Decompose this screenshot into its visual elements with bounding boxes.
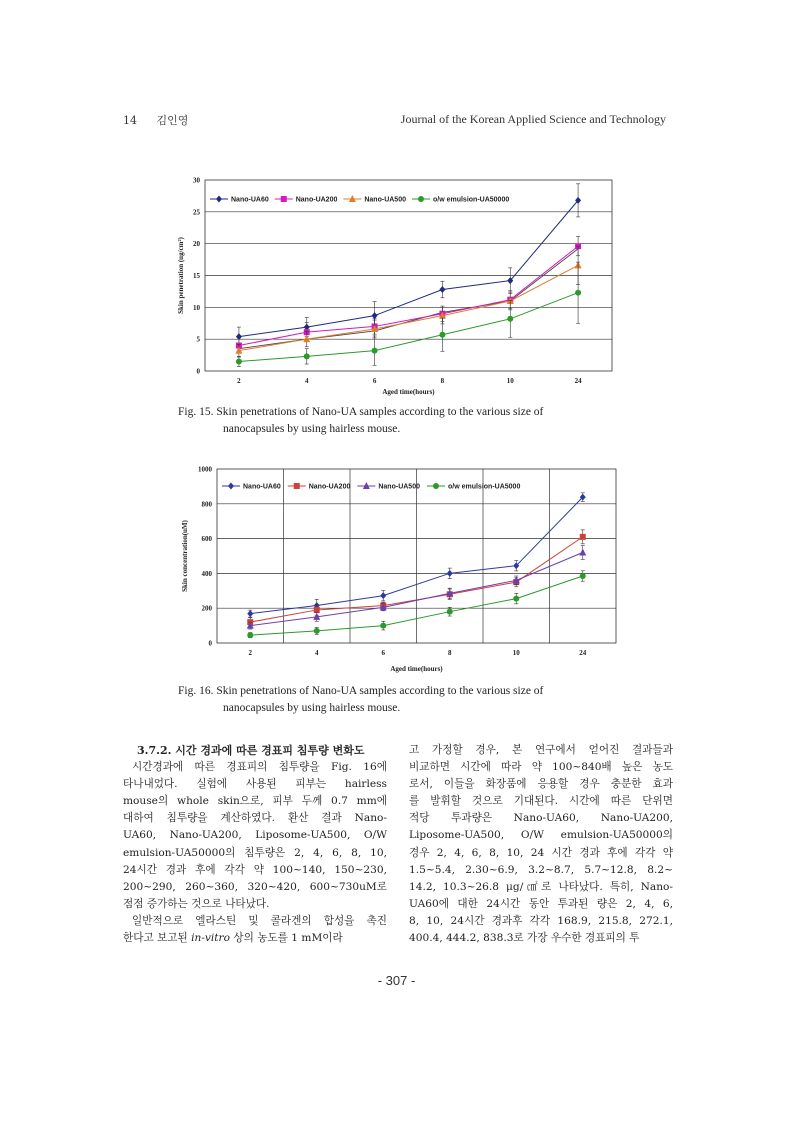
running-header-left <box>123 112 204 128</box>
y-tick-label: 20 <box>193 240 200 249</box>
data-point-o-w-emulsion-ua5000 <box>580 573 586 579</box>
text-line: 일반적으로 엘라스틴 및 콜라겐의 합성을 촉진 <box>132 914 387 927</box>
data-point-o-w-emulsion-ua50000 <box>507 316 513 322</box>
body-column-right <box>409 742 673 947</box>
data-point-nano-ua200 <box>580 534 586 540</box>
text-line: UA60, Nano-UA200, Liposome-UA500, O/W <box>123 829 387 842</box>
x-tick-label: 10 <box>506 377 514 385</box>
figure-15-chart <box>172 172 622 404</box>
legend-label-o-w-emulsion-ua50000: o/w emulsion-UA50000 <box>432 196 510 204</box>
legend-label-nano-ua60: Nano-UA60 <box>231 196 269 204</box>
legend-label-nano-ua60: Nano-UA60 <box>243 483 281 491</box>
figure-16-svg <box>172 462 622 684</box>
x-tick-label: 24 <box>574 377 582 385</box>
legend-label-nano-ua500: Nano-UA500 <box>378 483 420 491</box>
legend-marker-o-w-emulsion-ua50000 <box>418 196 424 202</box>
text-line: 400.4, 444.2, 838.3로 가장 우수한 경표피의 투 <box>409 932 640 945</box>
x-tick-label: 6 <box>372 377 377 385</box>
data-point-o-w-emulsion-ua50000 <box>304 353 310 359</box>
text-line: 적당 투과량은 Nano-UA60, Nano-UA200, <box>409 812 673 825</box>
x-tick-label: 8 <box>448 649 452 657</box>
text-line: 1.5~5.4, 2.30~6.9, 3.2~8.7, 5.7~12.8, 8.2~ <box>409 863 673 876</box>
legend-label-nano-ua200: Nano-UA200 <box>308 483 351 491</box>
y-tick-label: 200 <box>201 604 212 613</box>
x-tick-label: 6 <box>381 649 385 657</box>
caption-line-2: nanocapsules by using hairless mouse. <box>223 423 401 435</box>
legend-marker-nano-ua200 <box>281 196 287 202</box>
section-heading: 3.7.2. 시간 경과에 따른 경표피 침투량 변화도 <box>137 744 365 757</box>
figure-16-chart <box>172 462 622 684</box>
text-line: 비교하면 시간에 따라 약 100~840배 높은 농도 <box>409 761 673 774</box>
caption-line-1: Fig. 16. Skin penetrations of Nano-UA samples according to the various size of <box>178 685 544 697</box>
x-tick-label: 8 <box>440 377 445 385</box>
y-axis-label: Skin concentration(uM) <box>181 520 189 592</box>
text-line: 경우 2, 4, 6, 8, 10, 24 시간 경과 후에 각각 약 <box>409 846 673 859</box>
y-tick-label: 800 <box>201 500 212 509</box>
text-line: Liposome-UA500, O/W emulsion-UA50000의 <box>409 829 673 842</box>
legend-marker-nano-ua200 <box>294 483 300 489</box>
text-line: 점점 증가하는 것으로 나타났다. <box>123 897 270 910</box>
header-author: 김인영 <box>156 114 189 127</box>
text-line: 200~290, 260~360, 320~420, 600~730uM로 <box>123 880 387 893</box>
data-point-o-w-emulsion-ua5000 <box>314 628 320 634</box>
data-point-o-w-emulsion-ua5000 <box>447 609 453 615</box>
header-journal: Journal of the Korean Applied Science and Technology <box>400 112 666 126</box>
body-column-left <box>123 742 387 947</box>
x-tick-label: 2 <box>248 649 252 657</box>
text-line: 고 가정할 경우, 본 연구에서 얻어진 결과들과 <box>409 744 673 756</box>
x-axis-label: Aged time(hours) <box>382 388 435 396</box>
data-point-o-w-emulsion-ua50000 <box>236 358 242 364</box>
text-line: 를 발휘할 것으로 기대된다. 시간에 따른 단위면 <box>409 795 673 808</box>
figure-15-svg <box>172 172 622 404</box>
data-point-o-w-emulsion-ua50000 <box>439 332 445 338</box>
legend-marker-o-w-emulsion-ua5000 <box>433 483 439 489</box>
y-tick-label: 25 <box>193 208 200 217</box>
y-tick-label: 600 <box>201 535 212 544</box>
text-line: mouse의 whole skin으로, 피부 두께 0.7 mm에 <box>123 795 387 808</box>
left-paragraph <box>123 759 387 947</box>
x-tick-label: 2 <box>237 377 241 385</box>
text-line: 로서, 이들을 화장품에 응용할 경우 충분한 효과 <box>409 778 673 791</box>
data-point-o-w-emulsion-ua5000 <box>380 623 386 629</box>
header-page-number: 14 <box>123 114 137 127</box>
y-tick-label: 30 <box>193 176 200 185</box>
data-point-o-w-emulsion-ua5000 <box>513 596 519 602</box>
y-tick-label: 0 <box>196 367 200 376</box>
data-point-nano-ua200 <box>314 607 320 613</box>
y-tick-label: 5 <box>196 335 200 344</box>
x-tick-label: 24 <box>579 649 587 657</box>
italic-term: in-vitro <box>191 932 231 945</box>
text-line: emulsion-UA50000의 침투량은 2, 4, 6, 8, 10, <box>123 846 387 859</box>
x-axis-label: Aged time(hours) <box>390 665 443 673</box>
y-tick-label: 0 <box>208 639 212 648</box>
text-line: 14.2, 10.3~26.8 μg/㎠로 나타났다. 특히, Nano- <box>409 880 673 893</box>
x-tick-label: 4 <box>305 377 309 385</box>
data-point-o-w-emulsion-ua50000 <box>575 290 581 296</box>
x-tick-label: 10 <box>512 649 520 657</box>
y-tick-label: 1000 <box>198 465 212 474</box>
text-line: 8, 10, 24시간 경과후 각각 168.9, 215.8, 272.1, <box>409 914 673 927</box>
legend-label-nano-ua500: Nano-UA500 <box>364 196 406 204</box>
data-point-o-w-emulsion-ua50000 <box>372 348 378 354</box>
x-tick-label: 4 <box>315 649 319 657</box>
caption-line-1: Fig. 15. Skin penetrations of Nano-UA samples according to the various size of <box>178 406 544 418</box>
text-line: 한다고 보고된 in-vitro 상의 농도를 1 mM이라 <box>123 932 343 945</box>
legend-label-nano-ua200: Nano-UA200 <box>295 196 338 204</box>
y-tick-label: 400 <box>201 569 212 578</box>
figure-16-caption <box>178 683 623 717</box>
legend-label-o-w-emulsion-ua5000: o/w emulsion-UA5000 <box>447 483 521 491</box>
text-line: 시간경과에 따른 경표피의 침투량을 Fig. 16에 <box>132 761 387 774</box>
figure-15-caption <box>178 404 623 438</box>
right-paragraph <box>409 742 673 947</box>
y-tick-label: 10 <box>193 303 200 312</box>
text-line: UA60에 대한 24시간 동안 투과된 량은 2, 4, 6, <box>409 897 673 910</box>
text-line: 24시간 경과 후에 각각 약 100~140, 150~230, <box>123 863 387 876</box>
text-line: 대하여 침투량을 계산하였다. 환산 결과 Nano- <box>123 812 387 825</box>
text-line: 타나내었다. 실험에 사용된 피부는 hairless <box>123 778 387 791</box>
y-tick-label: 15 <box>193 272 200 280</box>
caption-line-2: nanocapsules by using hairless mouse. <box>223 702 401 714</box>
footer-page-number: - 307 - <box>377 973 416 988</box>
data-point-o-w-emulsion-ua5000 <box>247 632 253 638</box>
y-axis-label: Skin penetration (ug/cm²) <box>177 237 185 314</box>
